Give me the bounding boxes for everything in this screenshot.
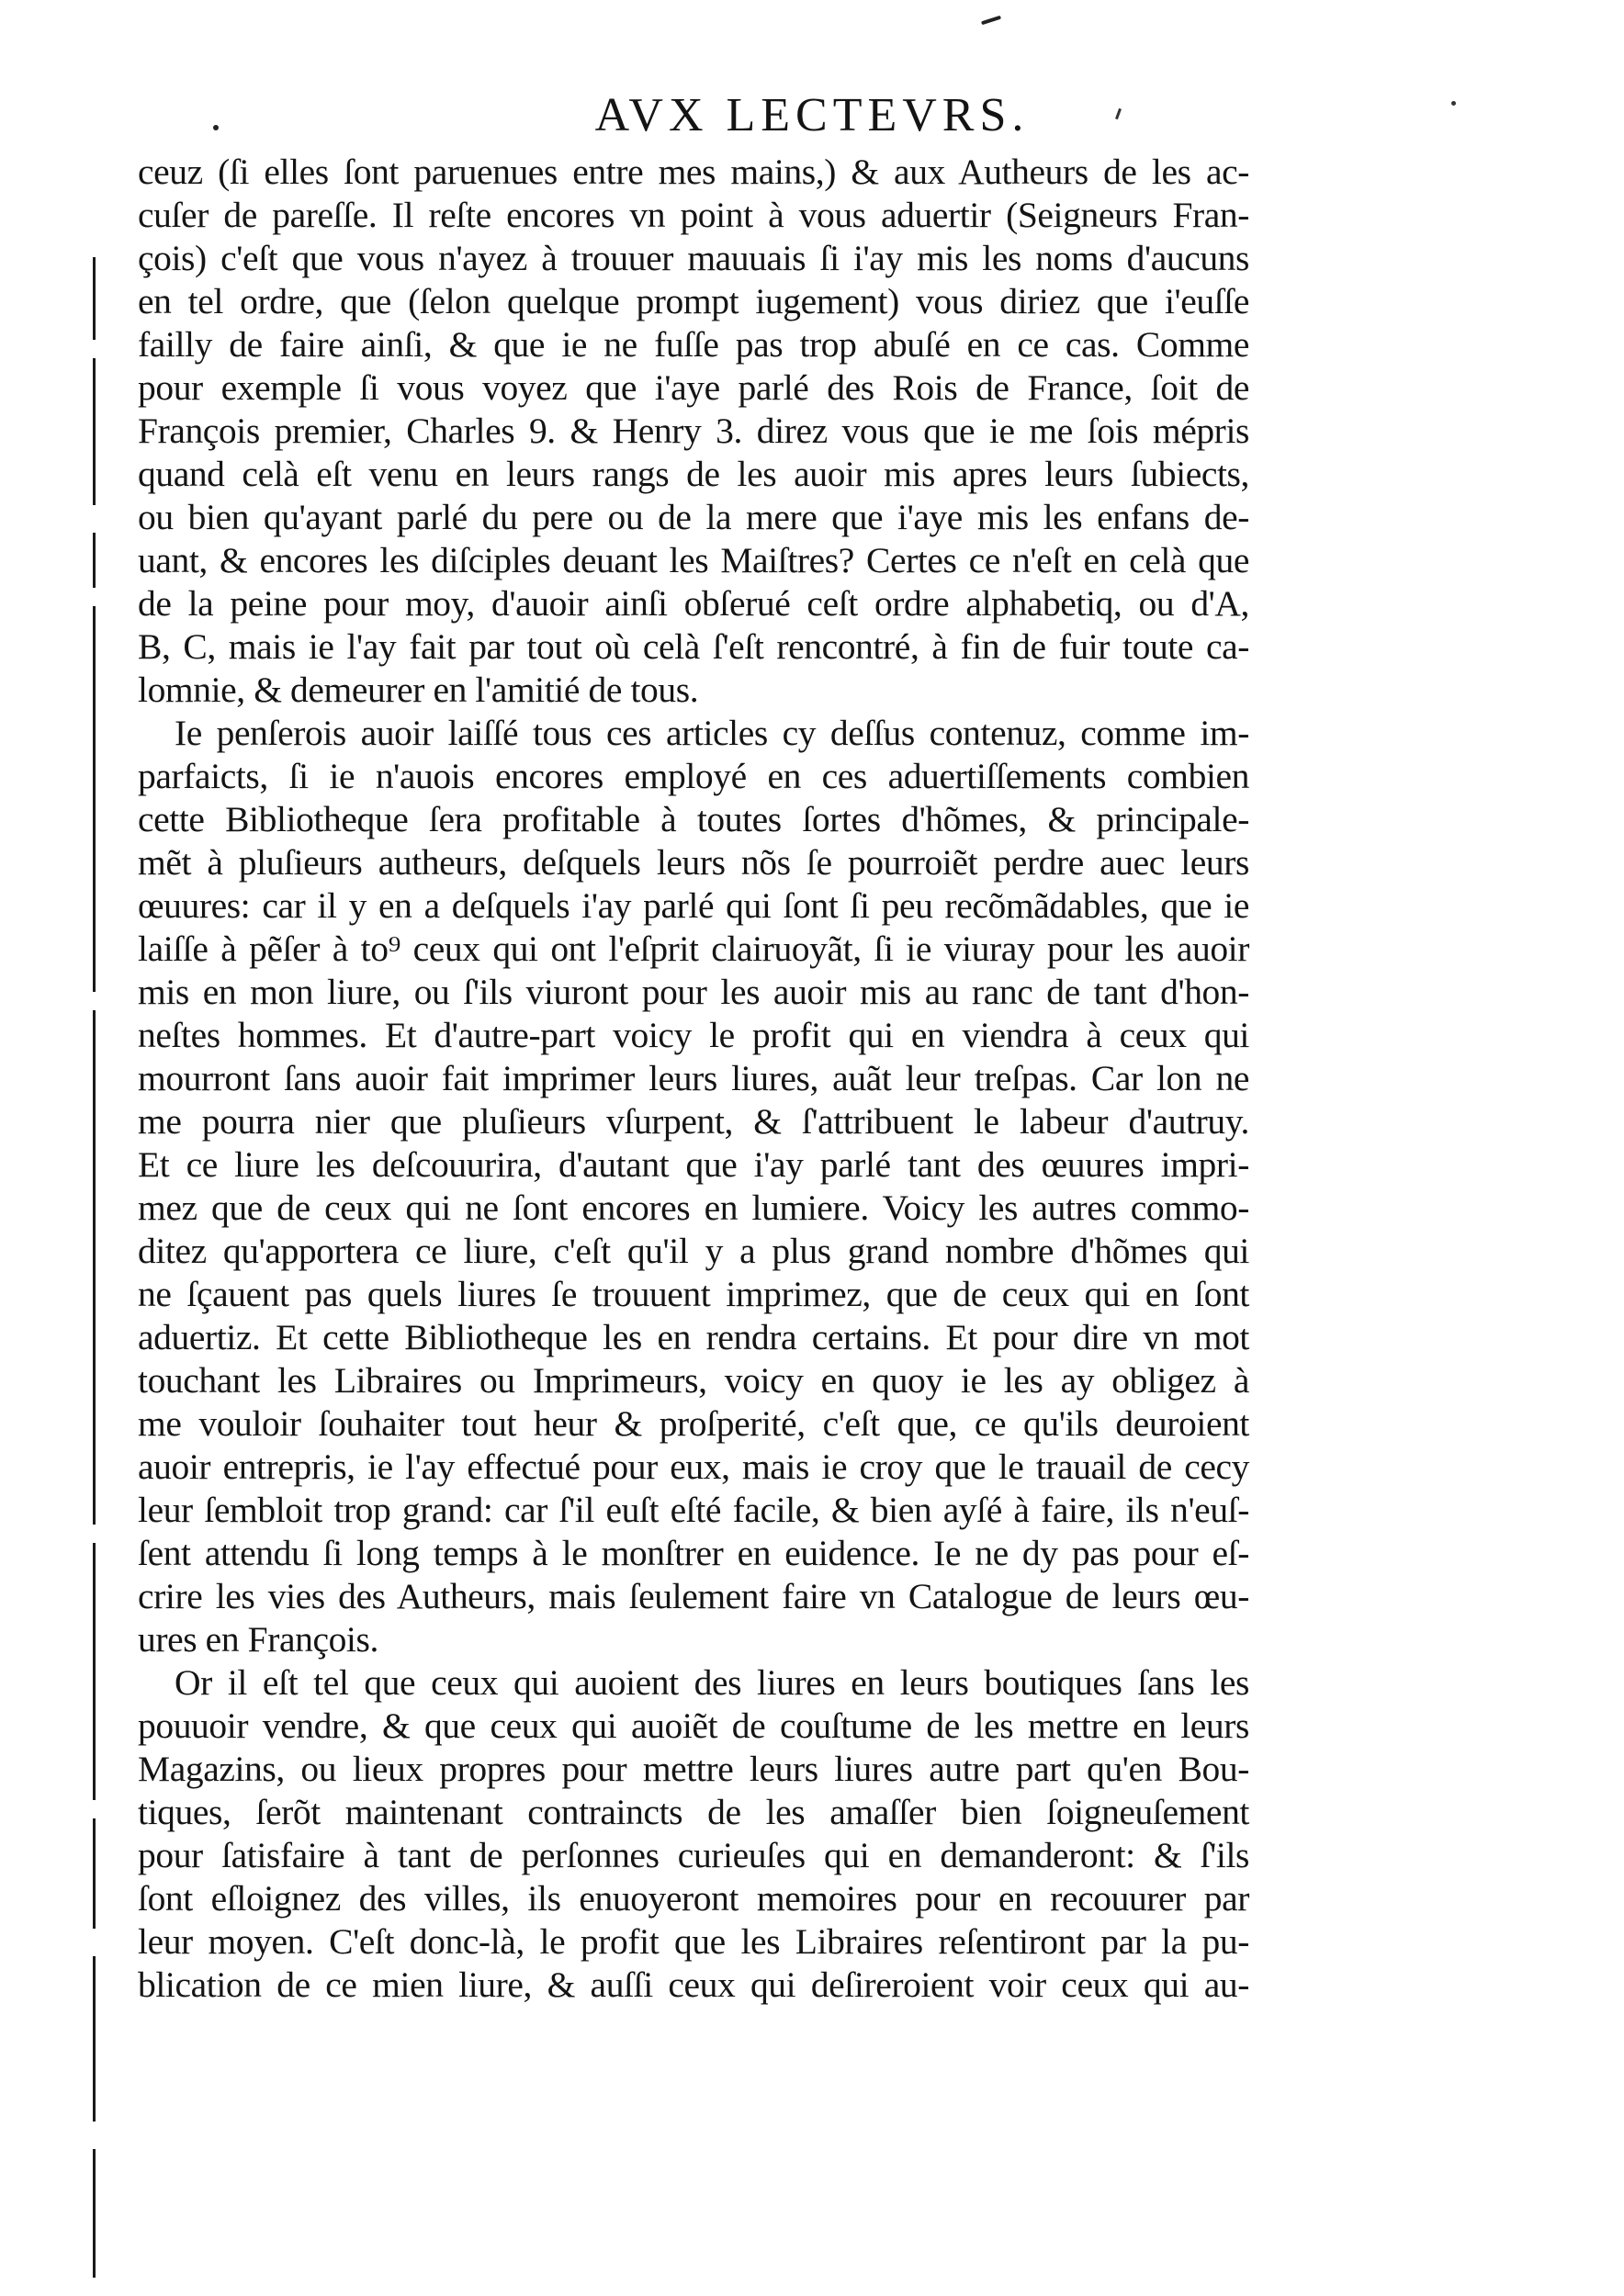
text-line: ſent attendu ſi long temps à le monſtrer en euidence. Ie ne dy pas pour eſ-	[138, 1533, 1249, 1573]
text-line: crire les vies des Autheurs, mais ſeulement faire vn Catalogue de leurs œu-	[138, 1576, 1249, 1616]
text-line: cette Bibliotheque ſera profitable à toutes ſortes d'hõmes, & principale-	[138, 799, 1249, 839]
text-line: Et ce liure les deſcouurira, d'autant que i'ay parlé tant des œuures impri-	[138, 1144, 1249, 1185]
text-line: ceuz (ſi elles ſont paruenues entre mes mains,) & aux Autheurs de les ac-	[138, 152, 1249, 192]
text-line: B, C, mais ie l'ay fait par tout où celà ſ'eſt rencontré, à fin de fuir toute ca-	[138, 626, 1249, 667]
text-line: lomnie, & demeurer en l'amitié de tous.	[138, 670, 699, 710]
text-line: leur ſembloit trop grand: car ſ'il euſt eſté facile, & bien ayſé à faire, ils n'euſ-	[138, 1490, 1249, 1530]
text-line: neſtes hommes. Et d'autre-part voicy le profit qui en viendra à ceux qui	[138, 1015, 1249, 1055]
text-line: parfaicts, ſi ie n'auois encores employé en ces aduertiſſements combien	[138, 756, 1249, 796]
text-line: laiſſe à pẽſer à to⁹ ceux qui ont l'eſprit clairuoyãt, ſi ie viuray pour les auoir	[138, 929, 1249, 969]
text-line: œuures: car il y en a deſquels i'ay parlé qui ſont ſi peu recõmãdables, que ie	[138, 885, 1249, 926]
text-line: de la peine pour moy, d'auoir ainſi obſerué ceſt ordre alphabetiq, ou d'A,	[138, 583, 1249, 624]
gutter-line	[93, 1543, 96, 1800]
text-line: pouuoir vendre, & que ceux qui auoiẽt de couſtume de les mettre en leurs	[138, 1705, 1249, 1746]
gutter-line	[93, 606, 96, 992]
gutter-line	[93, 1956, 96, 2122]
text-line: me vouloir ſouhaiter tout heur & proſperité, c'eſt que, ce qu'ils deuroient	[138, 1403, 1249, 1444]
text-line: mis en mon liure, ou ſ'ils viuront pour les auoir mis au ranc de tant d'hon-	[138, 972, 1249, 1012]
running-header: AVX LECTEVRS.	[594, 89, 1030, 141]
text-line: mẽt à pluſieurs autheurs, deſquels leurs nõs ſe pourroiẽt perdre auec leurs	[138, 842, 1249, 883]
text-line: François premier, Charles 9. & Henry 3. direz vous que ie me ſois mépris	[138, 411, 1249, 451]
text-line: ures en François.	[138, 1619, 378, 1660]
text-line: çois) c'eſt que vous n'ayez à trouuer mauuais ſi i'ay mis les noms d'aucuns	[138, 238, 1249, 278]
text-line: blication de ce mien liure, & auſſi ceux qui deſireroient voir ceux qui au-	[138, 1964, 1249, 2005]
text-line: ne ſçauent pas quels liures ſe trouuent imprimez, que de ceux qui en ſont	[138, 1274, 1249, 1314]
text-line: Ie penſerois auoir laiſſé tous ces articles cy deſſus contenuz, comme im-	[175, 713, 1249, 753]
text-line: me pourra nier que pluſieurs vſurpent, & ſ'attribuent le labeur d'autruy.	[138, 1101, 1249, 1142]
text-line: pour exemple ſi vous voyez que i'aye parlé des Rois de France, ſoit de	[138, 367, 1249, 408]
text-line: cuſer de pareſſe. Il reſte encores vn point à vous aduertir (Seigneurs Fran-	[138, 195, 1249, 235]
text-line: ſont eſloignez des villes, ils enuoyeront memoires pour en recouurer par	[138, 1878, 1249, 1919]
text-line: mez que de ceux qui ne ſont encores en lumiere. Voicy les autres commo-	[138, 1187, 1249, 1228]
ink-mark	[981, 16, 1001, 26]
text-line: en tel ordre, que (ſelon quelque prompt iugement) vous diriez que i'euſſe	[138, 281, 1249, 321]
text-line: pour ſatisfaire à tant de perſonnes curieuſes qui en demanderont: & ſ'ils	[138, 1835, 1249, 1875]
gutter-line	[93, 358, 96, 505]
text-line: Or il eſt tel que ceux qui auoient des liures en leurs boutiques ſans les	[175, 1662, 1249, 1703]
text-line: quand celà eſt venu en leurs rangs de les auoir mis apres leurs ſubiects,	[138, 454, 1249, 494]
text-line: failly de faire ainſi, & que ie ne fuſſe pas trop abuſé en ce cas. Comme	[138, 324, 1249, 365]
gutter-edge	[90, 257, 99, 2278]
gutter-line	[93, 2149, 96, 2278]
gutter-line	[93, 257, 96, 340]
text-line: Magazins, ou lieux propres pour mettre leurs liures autre part qu'en Bou-	[138, 1749, 1249, 1789]
gutter-line	[93, 1010, 96, 1525]
gutter-line	[93, 533, 96, 588]
text-line: aduertiz. Et cette Bibliotheque les en rendra certains. Et pour dire vn mot	[138, 1317, 1249, 1357]
text-line: ou bien qu'ayant parlé du pere ou de la mere que i'aye mis les enfans de-	[138, 497, 1249, 537]
gutter-line	[93, 1818, 96, 1929]
text-line: leur moyen. C'eſt donc-là, le profit que les Libraires reſentiront par la pu-	[138, 1921, 1249, 1962]
text-line: tiques, ſerõt maintenant contraincts de les amaſſer bien ſoigneuſement	[138, 1792, 1249, 1832]
text-line: mourront ſans auoir fait imprimer leurs liures, auãt leur treſpas. Car lon ne	[138, 1058, 1249, 1098]
text-line: uant, & encores les diſciples deuant les Maiſtres? Certes ce n'eſt en celà que	[138, 540, 1249, 580]
body-text	[138, 151, 1249, 2007]
text-line: ditez qu'apportera ce liure, c'eſt qu'il y a plus grand nombre d'hõmes qui	[138, 1231, 1249, 1271]
text-line: touchant les Libraires ou Imprimeurs, voicy en quoy ie les ay obligez à	[138, 1360, 1249, 1401]
text-line: auoir entrepris, ie l'ay effectué pour eux, mais ie croy que le trauail de cecy	[138, 1446, 1249, 1487]
